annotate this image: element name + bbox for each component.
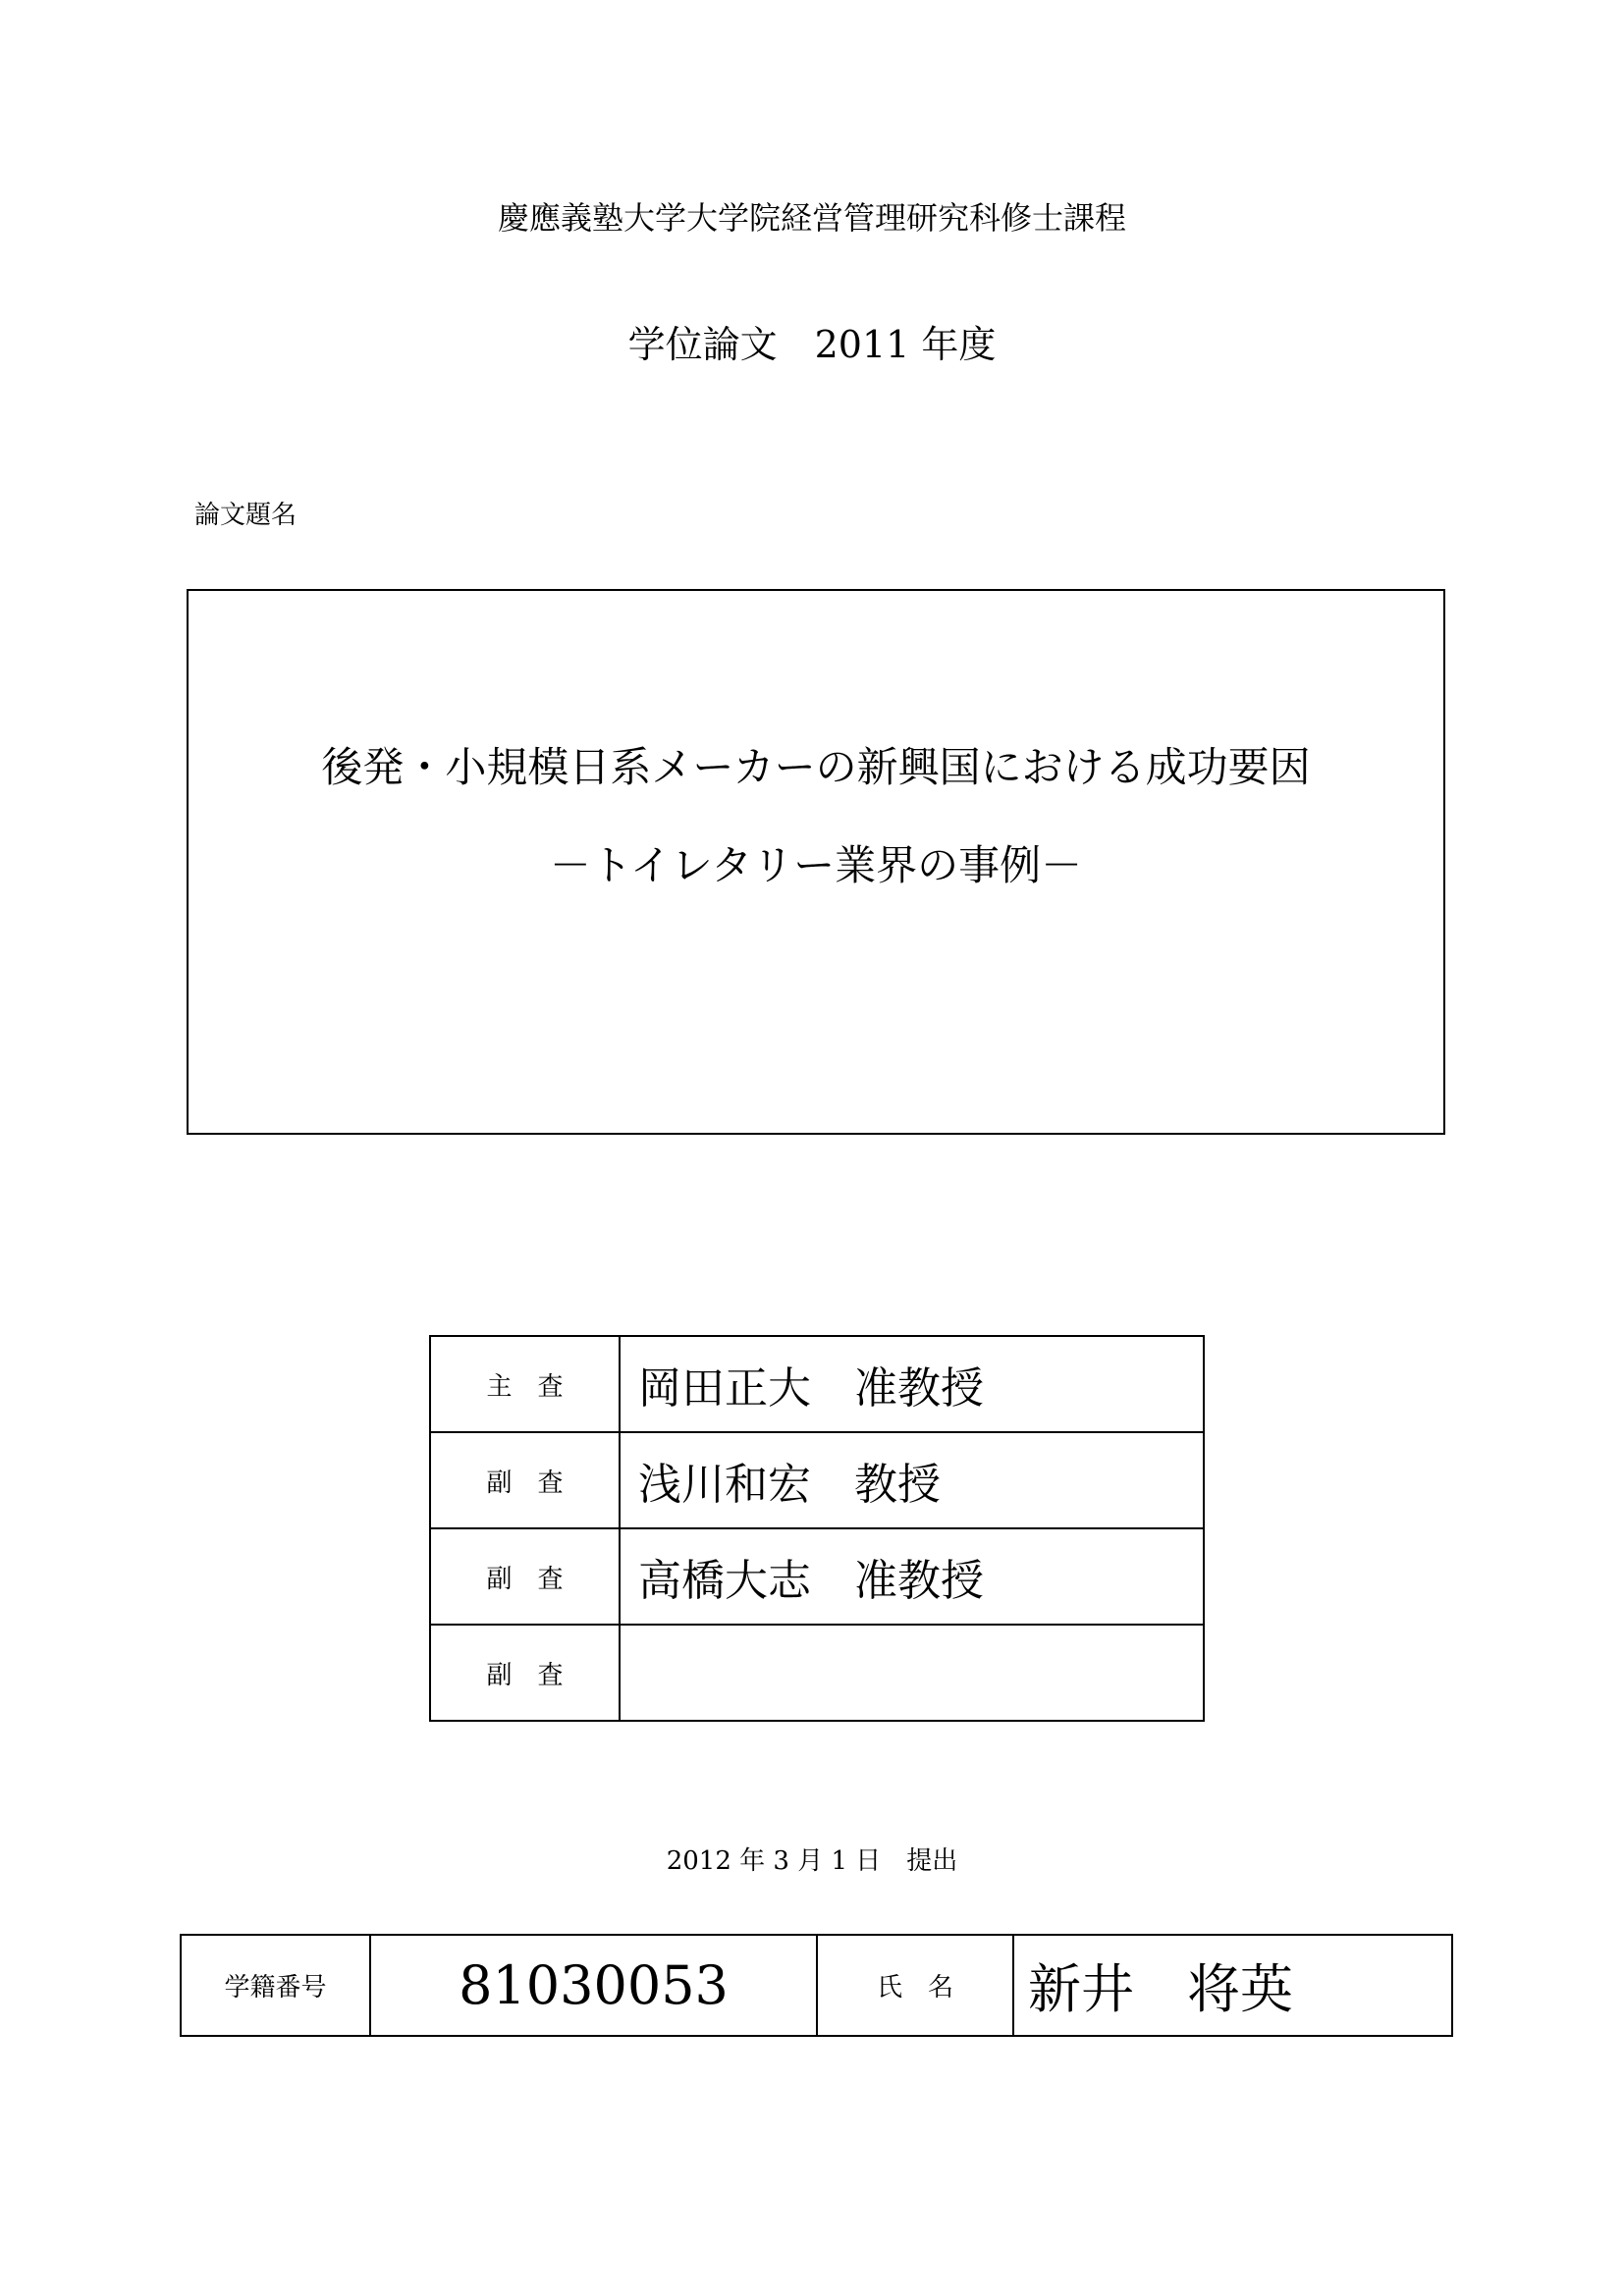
student-id-value: 81030053 — [370, 1935, 817, 2036]
student-id-label: 学籍番号 — [181, 1935, 370, 2036]
examiner-row — [430, 1432, 1204, 1528]
degree-year: 学位論文 2011 年度 — [627, 323, 997, 366]
examiner-role: 主 査 — [430, 1336, 620, 1432]
student-row — [181, 1935, 1452, 2036]
thesis-title: 後発・小規模日系メーカーの新興国における成功要因 — [321, 743, 1311, 791]
student-info-table — [180, 1934, 1453, 2037]
student-name-value: 新井 将英 — [1013, 1935, 1452, 2036]
examiner-role: 副 査 — [430, 1528, 620, 1625]
thesis-subtitle: －トイレタリー業界の事例－ — [549, 841, 1083, 889]
examiner-role: 副 査 — [430, 1625, 620, 1721]
examiner-name: 高橋大志 准教授 — [620, 1528, 1204, 1625]
examiner-name: 浅川和宏 教授 — [620, 1432, 1204, 1528]
examiner-row — [430, 1336, 1204, 1432]
examiners-table — [429, 1335, 1205, 1722]
student-name-label: 氏 名 — [817, 1935, 1013, 2036]
thesis-title-box — [187, 589, 1445, 1135]
examiner-role: 副 査 — [430, 1432, 620, 1528]
university-program: 慶應義塾大学大学院経営管理研究科修士課程 — [497, 199, 1126, 237]
examiner-name: 岡田正大 准教授 — [620, 1336, 1204, 1432]
examiner-name — [620, 1625, 1204, 1721]
examiner-row — [430, 1625, 1204, 1721]
examiner-row — [430, 1528, 1204, 1625]
thesis-title-label: 論文題名 — [194, 501, 298, 530]
submission-date: 2012 年 3 月 1 日 提出 — [666, 1846, 958, 1876]
